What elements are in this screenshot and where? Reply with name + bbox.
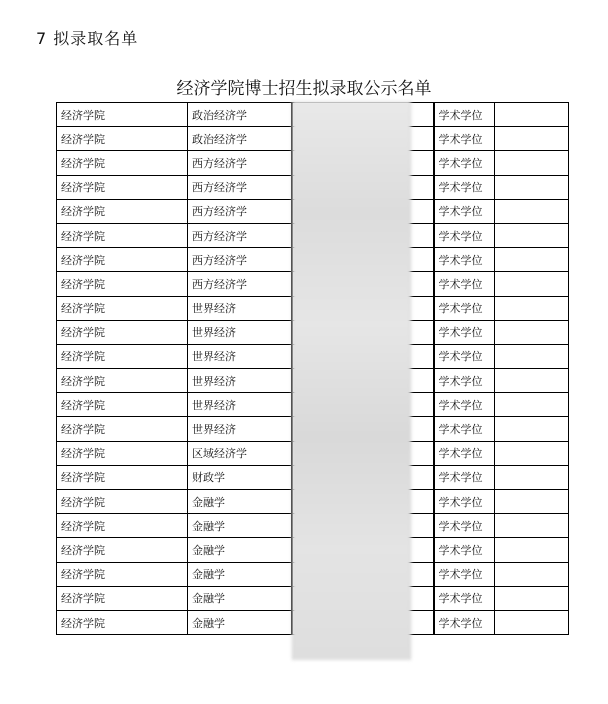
degree-cell: 学术学位 [434,514,495,538]
major-cell: 西方经济学 [188,272,292,296]
degree-cell: 学术学位 [434,490,495,514]
college-cell: 经济学院 [57,175,188,199]
blank-cell [495,610,569,634]
college-cell: 经济学院 [57,514,188,538]
blank-cell [495,175,569,199]
major-cell: 金融学 [188,538,292,562]
blank-cell [495,127,569,151]
major-cell: 西方经济学 [188,175,292,199]
blank-cell [495,393,569,417]
degree-cell: 学术学位 [434,586,495,610]
admission-list-table-wrapper [56,102,568,659]
college-cell: 经济学院 [57,103,188,127]
major-cell: 财政学 [188,465,292,489]
section-heading: 7 拟录取名单 [36,29,139,48]
blank-cell [495,223,569,247]
degree-cell: 学术学位 [434,175,495,199]
major-cell: 金融学 [188,610,292,634]
college-cell: 经济学院 [57,151,188,175]
blank-cell [495,296,569,320]
major-cell: 金融学 [188,490,292,514]
degree-cell: 学术学位 [434,465,495,489]
college-cell: 经济学院 [57,562,188,586]
degree-cell: 学术学位 [434,103,495,127]
degree-cell: 学术学位 [434,610,495,634]
major-cell: 金融学 [188,586,292,610]
major-cell: 金融学 [188,514,292,538]
degree-cell: 学术学位 [434,393,495,417]
major-cell: 金融学 [188,562,292,586]
college-cell: 经济学院 [57,417,188,441]
blank-cell [495,538,569,562]
major-cell: 世界经济 [188,369,292,393]
degree-cell: 学术学位 [434,441,495,465]
blank-cell [495,562,569,586]
redaction-blur [292,101,411,660]
college-cell: 经济学院 [57,586,188,610]
degree-cell: 学术学位 [434,223,495,247]
major-cell: 世界经济 [188,344,292,368]
degree-cell: 学术学位 [434,562,495,586]
blank-cell [495,465,569,489]
degree-cell: 学术学位 [434,127,495,151]
major-cell: 西方经济学 [188,151,292,175]
college-cell: 经济学院 [57,538,188,562]
college-cell: 经济学院 [57,223,188,247]
degree-cell: 学术学位 [434,538,495,562]
college-cell: 经济学院 [57,127,188,151]
major-cell: 西方经济学 [188,223,292,247]
blank-cell [495,441,569,465]
degree-cell: 学术学位 [434,369,495,393]
blank-cell [495,103,569,127]
major-cell: 区域经济学 [188,441,292,465]
college-cell: 经济学院 [57,490,188,514]
college-cell: 经济学院 [57,320,188,344]
blank-cell [495,490,569,514]
degree-cell: 学术学位 [434,417,495,441]
blank-cell [495,344,569,368]
degree-cell: 学术学位 [434,296,495,320]
blank-cell [495,199,569,223]
college-cell: 经济学院 [57,610,188,634]
college-cell: 经济学院 [57,465,188,489]
college-cell: 经济学院 [57,441,188,465]
blank-cell [495,514,569,538]
degree-cell: 学术学位 [434,344,495,368]
college-cell: 经济学院 [57,393,188,417]
college-cell: 经济学院 [57,296,188,320]
blank-cell [495,248,569,272]
degree-cell: 学术学位 [434,151,495,175]
college-cell: 经济学院 [57,272,188,296]
major-cell: 世界经济 [188,417,292,441]
blank-cell [495,369,569,393]
major-cell: 世界经济 [188,393,292,417]
major-cell: 世界经济 [188,296,292,320]
college-cell: 经济学院 [57,369,188,393]
blank-cell [495,586,569,610]
blank-cell [495,272,569,296]
college-cell: 经济学院 [57,344,188,368]
degree-cell: 学术学位 [434,248,495,272]
blank-cell [495,417,569,441]
degree-cell: 学术学位 [434,199,495,223]
major-cell: 西方经济学 [188,199,292,223]
college-cell: 经济学院 [57,199,188,223]
major-cell: 政治经济学 [188,103,292,127]
college-cell: 经济学院 [57,248,188,272]
degree-cell: 学术学位 [434,272,495,296]
major-cell: 西方经济学 [188,248,292,272]
blank-cell [495,320,569,344]
major-cell: 世界经济 [188,320,292,344]
degree-cell: 学术学位 [434,320,495,344]
major-cell: 政治经济学 [188,127,292,151]
blank-cell [495,151,569,175]
document-title: 经济学院博士招生拟录取公示名单 [176,79,432,99]
